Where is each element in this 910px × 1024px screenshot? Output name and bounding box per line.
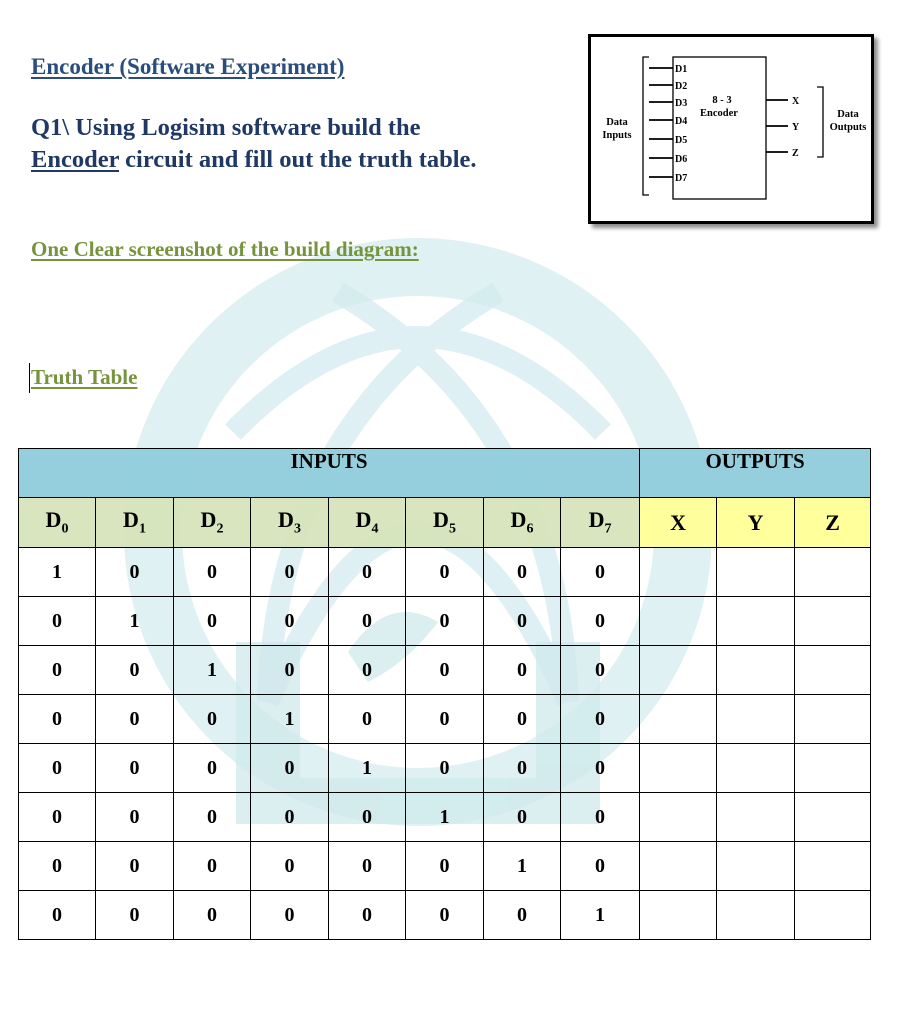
output-pin-label-x: X [792, 96, 800, 107]
output-cell-x[interactable] [640, 597, 717, 646]
input-cell: 0 [329, 793, 406, 842]
col-header-d4-subscript: 4 [371, 521, 379, 537]
input-cell: 0 [96, 744, 174, 793]
output-cell-y[interactable] [717, 548, 795, 597]
table-row [19, 744, 871, 793]
col-header-d3-subscript: 3 [293, 521, 301, 537]
output-cell-x[interactable] [640, 548, 717, 597]
output-cell-z[interactable] [795, 548, 871, 597]
input-cell: 0 [406, 646, 484, 695]
col-header-d5-subscript: 5 [448, 521, 456, 537]
col-header-z: Z [795, 498, 871, 548]
input-pin-label-d6: D6 [675, 154, 688, 165]
col-header-d7 [561, 498, 640, 548]
input-cell: 0 [484, 597, 561, 646]
col-header-d0-base: D [45, 507, 62, 533]
screenshot-label: One Clear screenshot of the build diagram: [31, 237, 419, 261]
output-cell-x[interactable] [640, 793, 717, 842]
input-cell: 0 [251, 891, 329, 940]
input-cell: 0 [174, 793, 251, 842]
input-cell: 0 [406, 548, 484, 597]
input-cell: 0 [484, 891, 561, 940]
input-cell: 0 [251, 842, 329, 891]
input-cell: 0 [251, 597, 329, 646]
input-cell: 0 [329, 548, 406, 597]
input-cell: 0 [561, 548, 640, 597]
input-cell: 0 [329, 695, 406, 744]
input-cell: 0 [96, 548, 174, 597]
table-row [19, 793, 871, 842]
data-inputs-label-1: Data [606, 117, 628, 128]
col-header-d3 [251, 498, 329, 548]
input-cell: 0 [561, 695, 640, 744]
input-cell: 0 [406, 842, 484, 891]
input-cell: 0 [561, 842, 640, 891]
output-cell-x[interactable] [640, 891, 717, 940]
input-cell: 0 [96, 793, 174, 842]
col-header-d6-subscript: 6 [526, 521, 534, 537]
col-header-d4-base: D [355, 507, 372, 533]
output-cell-z[interactable] [795, 597, 871, 646]
input-pin-label-d5: D5 [675, 135, 688, 146]
input-cell: 1 [174, 646, 251, 695]
encoder-block-label-2: Encoder [700, 108, 738, 119]
output-bracket [817, 87, 823, 157]
truth-table [18, 448, 871, 940]
input-cell: 0 [251, 744, 329, 793]
input-cell: 1 [406, 793, 484, 842]
input-cell: 0 [174, 842, 251, 891]
output-cell-y[interactable] [717, 646, 795, 695]
input-cell: 0 [406, 744, 484, 793]
input-cell: 0 [406, 891, 484, 940]
output-cell-z[interactable] [795, 891, 871, 940]
inputs-header: INPUTS [19, 449, 640, 498]
output-cell-x[interactable] [640, 646, 717, 695]
output-cell-y[interactable] [717, 891, 795, 940]
col-header-d7-base: D [588, 507, 605, 533]
col-header-d6 [484, 498, 561, 548]
outputs-header: OUTPUTS [640, 449, 871, 498]
input-cell: 1 [251, 695, 329, 744]
encoder-diagram-svg [591, 37, 871, 221]
input-cell: 0 [96, 891, 174, 940]
input-cell: 0 [251, 646, 329, 695]
col-header-d5-base: D [433, 507, 449, 533]
input-cell: 0 [19, 891, 96, 940]
output-pin-label-y: Y [792, 122, 800, 133]
output-cell-y[interactable] [717, 793, 795, 842]
input-cell: 0 [174, 548, 251, 597]
input-cell: 1 [561, 891, 640, 940]
input-cell: 0 [484, 646, 561, 695]
table-row [19, 548, 871, 597]
table-row [19, 842, 871, 891]
col-header-d7-subscript: 7 [604, 521, 612, 537]
input-pin-label-d2: D2 [675, 81, 688, 92]
data-outputs-label-1: Data [837, 109, 859, 120]
table-row [19, 597, 871, 646]
output-cell-z[interactable] [795, 842, 871, 891]
output-cell-z[interactable] [795, 646, 871, 695]
col-header-d0 [19, 498, 96, 548]
input-cell: 0 [561, 744, 640, 793]
encoder-block-label-1: 8 - 3 [712, 95, 732, 106]
input-cell: 0 [251, 793, 329, 842]
input-pin-label-d4: D4 [675, 116, 688, 127]
input-cell: 0 [251, 548, 329, 597]
question-line-2-rest: circuit and fill out the truth table. [119, 146, 477, 173]
col-header-d1-subscript: 1 [138, 521, 146, 537]
col-header-d1 [96, 498, 174, 548]
truth-table-body [19, 449, 871, 940]
col-header-d6-base: D [510, 507, 527, 533]
col-header-d1-base: D [123, 507, 139, 533]
input-cell: 0 [406, 597, 484, 646]
input-cell: 0 [484, 744, 561, 793]
output-cell-z[interactable] [795, 744, 871, 793]
input-cell: 1 [96, 597, 174, 646]
input-cell: 0 [406, 695, 484, 744]
input-cell: 0 [174, 744, 251, 793]
output-cell-y[interactable] [717, 597, 795, 646]
question-encoder-word: Encoder [31, 146, 120, 173]
col-header-d3-base: D [278, 507, 294, 533]
input-cell: 0 [329, 597, 406, 646]
input-cell: 0 [19, 646, 96, 695]
table-row [19, 891, 871, 940]
output-cell-x[interactable] [640, 842, 717, 891]
question-line-1: Q1\ Using Logisim software build the [31, 114, 421, 141]
output-cell-y[interactable] [717, 842, 795, 891]
input-cell: 0 [329, 842, 406, 891]
document-title: Encoder (Software Experiment) [31, 54, 345, 79]
output-cell-z[interactable] [795, 793, 871, 842]
input-cell: 0 [174, 695, 251, 744]
input-cell: 0 [19, 695, 96, 744]
question-text [31, 112, 477, 176]
encoder-diagram [588, 34, 874, 224]
truth-table-title: Truth Table [31, 365, 138, 389]
output-cell-z[interactable] [795, 695, 871, 744]
col-header-x: X [640, 498, 717, 548]
col-header-d2-subscript: 2 [216, 521, 224, 537]
col-header-d4 [329, 498, 406, 548]
input-pin-label-d7: D7 [675, 173, 688, 184]
col-header-d0-subscript: 0 [61, 521, 69, 537]
input-cell: 0 [19, 842, 96, 891]
table-row [19, 646, 871, 695]
input-cell: 0 [484, 793, 561, 842]
input-cell: 0 [96, 842, 174, 891]
col-header-d5 [406, 498, 484, 548]
input-cell: 1 [484, 842, 561, 891]
input-cell: 0 [19, 597, 96, 646]
input-cell: 1 [329, 744, 406, 793]
input-cell: 0 [96, 695, 174, 744]
data-inputs-label-2: Inputs [602, 130, 632, 141]
output-pin-label-z: Z [792, 148, 799, 159]
column-header-row [19, 498, 871, 548]
input-cell: 0 [329, 646, 406, 695]
input-cell: 0 [561, 646, 640, 695]
input-pin-label-d1: D1 [675, 64, 688, 75]
input-cell: 1 [19, 548, 96, 597]
text-cursor [29, 363, 30, 393]
input-cell: 0 [484, 548, 561, 597]
input-cell: 0 [174, 891, 251, 940]
output-cell-x[interactable] [640, 744, 717, 793]
question-line-2 [31, 144, 477, 176]
input-pin-label-d3: D3 [675, 98, 688, 109]
col-header-y: Y [717, 498, 795, 548]
input-bracket [643, 57, 649, 195]
input-cell: 0 [96, 646, 174, 695]
data-outputs-label-2: Outputs [829, 122, 867, 133]
input-cell: 0 [19, 793, 96, 842]
input-cell: 0 [484, 695, 561, 744]
input-cell: 0 [329, 891, 406, 940]
group-header-row [19, 449, 871, 498]
output-cell-x[interactable] [640, 695, 717, 744]
input-cell: 0 [561, 793, 640, 842]
output-cell-y[interactable] [717, 695, 795, 744]
table-row [19, 695, 871, 744]
col-header-d2-base: D [200, 507, 217, 533]
col-header-d2 [174, 498, 251, 548]
input-cell: 0 [561, 597, 640, 646]
input-cell: 0 [174, 597, 251, 646]
input-cell: 0 [19, 744, 96, 793]
output-cell-y[interactable] [717, 744, 795, 793]
